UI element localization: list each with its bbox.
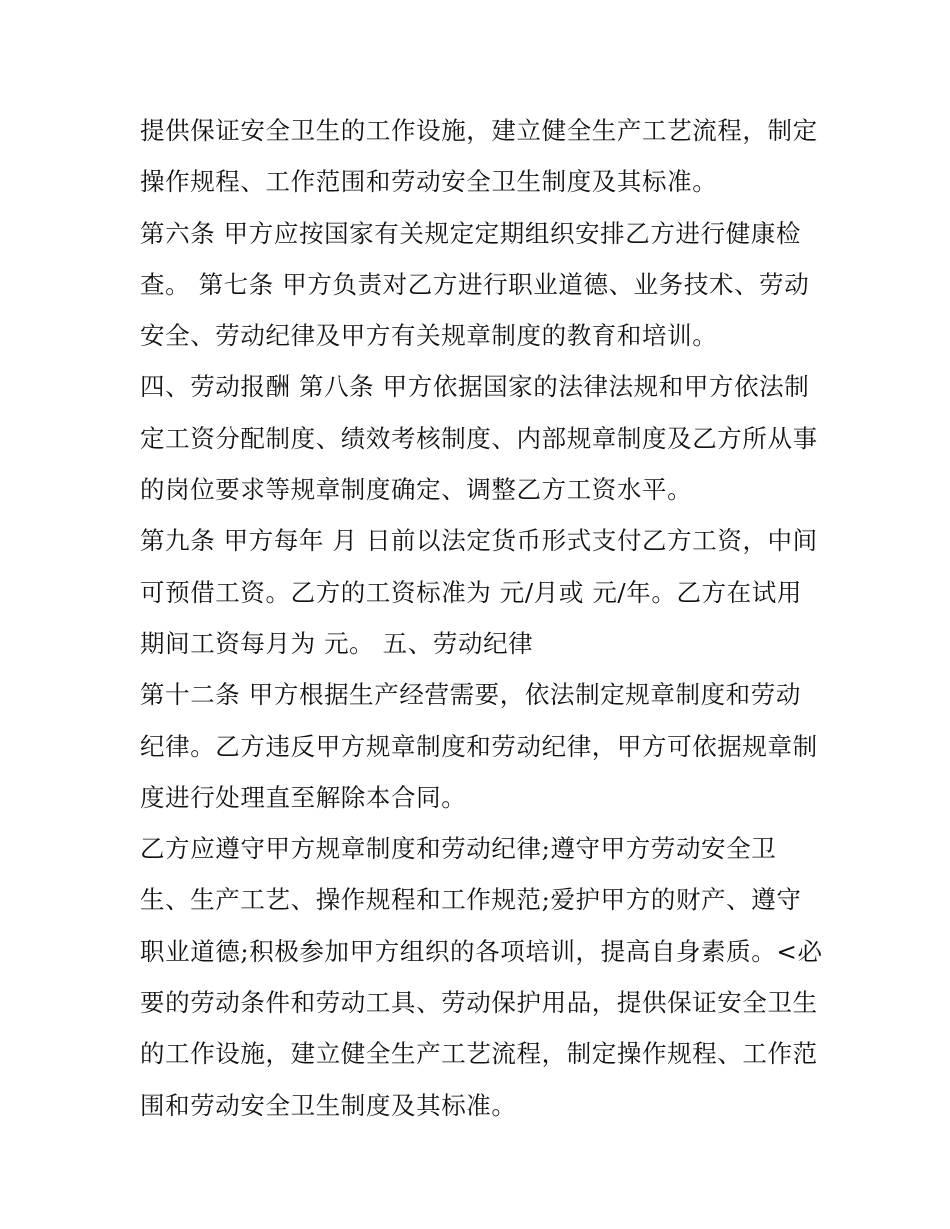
text-line: 生、生产工艺、操作规程和工作规范;爱护甲方的财产、遵守 [140, 885, 802, 915]
text-line: 可预借工资。乙方的工资标准为 元/月或 元/年。乙方在试用 [140, 577, 802, 607]
text-line: 查。 第七条 甲方负责对乙方进行职业道德、业务技术、劳动 [140, 269, 810, 299]
text-line: 职业道德;积极参加甲方组织的各项培训，提高自身素质。<必 [140, 936, 823, 966]
text-line: 期间工资每月为 元。 五、劳动纪律 [140, 628, 534, 658]
text-line: 第十二条 甲方根据生产经营需要，依法制定规章制度和劳动 [140, 680, 801, 710]
text-line: 安全、劳动纪律及甲方有关规章制度的教育和培训。 [140, 321, 718, 351]
text-line: 操作规程、工作范围和劳动安全卫生制度及其标准。 [140, 167, 718, 197]
text-line: 要的劳动条件和劳动工具、劳动保护用品，提供保证安全卫生 [140, 988, 818, 1018]
text-line: 围和劳动安全卫生制度及其标准。 [140, 1090, 517, 1120]
text-line: 定工资分配制度、绩效考核制度、内部规章制度及乙方所从事 [140, 423, 818, 453]
text-line: 的工作设施，建立健全生产工艺流程，制定操作规程、工作范 [140, 1039, 818, 1069]
document-body [140, 105, 830, 1131]
text-line: 度进行处理直至解除本合同。 [140, 782, 467, 812]
text-line: 纪律。乙方违反甲方规章制度和劳动纪律，甲方可依据规章制 [140, 731, 818, 761]
text-line: 第六条 甲方应按国家有关规定定期组织安排乙方进行健康检 [140, 218, 801, 248]
text-line: 四、劳动报酬 第八条 甲方依据国家的法律法规和甲方依法制 [140, 372, 810, 402]
text-line: 乙方应遵守甲方规章制度和劳动纪律;遵守甲方劳动安全卫 [140, 834, 777, 864]
text-line: 第九条 甲方每年 月 日前以法定货币形式支付乙方工资，中间 [140, 526, 818, 556]
text-line: 的岗位要求等规章制度确定、调整乙方工资水平。 [140, 475, 693, 505]
text-line: 提供保证安全卫生的工作设施，建立健全生产工艺流程，制定 [140, 116, 818, 145]
